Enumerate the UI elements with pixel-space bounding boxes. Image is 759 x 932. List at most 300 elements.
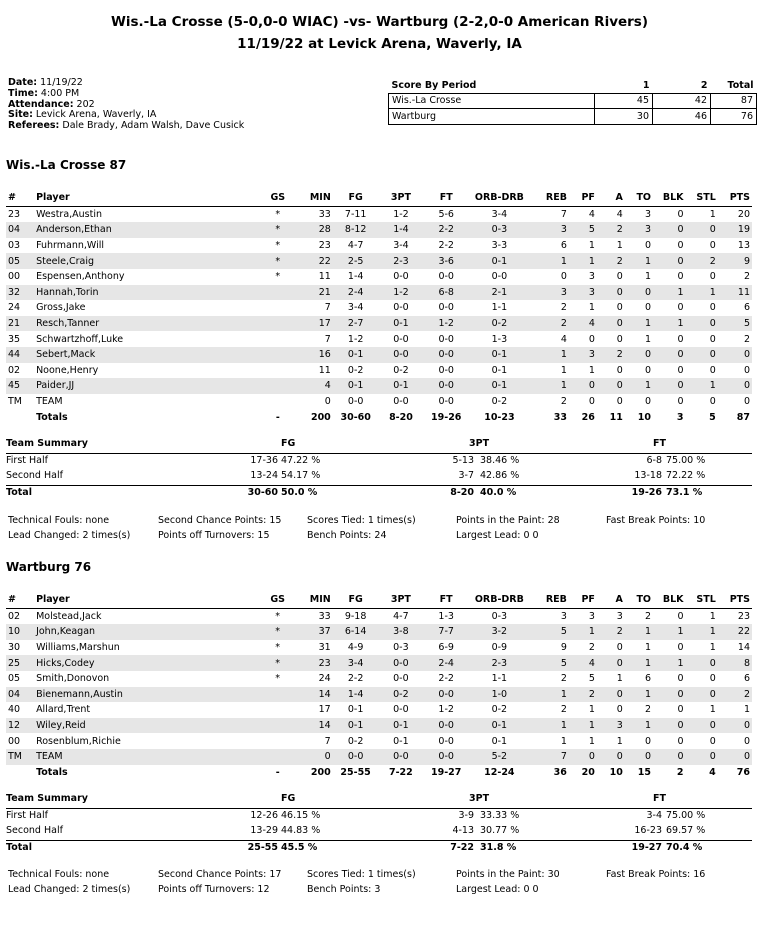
- summary-row-total: [6, 840, 752, 857]
- summary-fg-pct: 50.0 %: [281, 486, 318, 498]
- cell-number: TM: [8, 396, 22, 408]
- total-to: 15: [637, 766, 651, 778]
- misc-points-paint: Points in the Paint: 30: [456, 869, 560, 880]
- total-orb-drb: 12-24: [484, 766, 515, 778]
- box-header-row: [6, 592, 752, 608]
- cell-stl: 1: [709, 208, 716, 220]
- summary-label: Total: [6, 486, 32, 498]
- cell-to: 3: [625, 222, 653, 238]
- cell-ast: 0: [616, 333, 623, 345]
- cell-reb: 2: [530, 316, 569, 332]
- summary-header-row: [6, 792, 752, 809]
- cell-number: 40: [8, 704, 21, 716]
- cell-stl: 0: [686, 749, 718, 765]
- cell-min: 11: [318, 364, 331, 376]
- cell-min: 23: [318, 240, 331, 252]
- cell-pts: 5: [718, 316, 752, 332]
- total-blk: 2: [676, 766, 684, 778]
- cell-pf: 1: [588, 240, 595, 252]
- cell-pts: 8: [718, 655, 752, 671]
- cell-gs: [262, 718, 294, 734]
- total-stl: 4: [709, 766, 716, 778]
- summary-3pt-pct: 31.8 %: [480, 841, 517, 853]
- cell-min: 24: [318, 673, 331, 685]
- cell-fg: 4-9: [347, 642, 364, 654]
- cell-player: Anderson,Ethan: [34, 222, 262, 238]
- total-3pt: 8-20: [389, 411, 413, 423]
- cell-blk: 1: [653, 655, 686, 671]
- col-header-pf: PF: [569, 190, 597, 206]
- sbp-total: 76: [711, 109, 757, 125]
- cell-number: 30: [8, 642, 21, 654]
- cell-player: TEAM: [34, 749, 262, 765]
- cell-blk: 1: [653, 624, 686, 640]
- cell-pf: 3: [588, 271, 595, 283]
- cell-number: 05: [8, 673, 21, 685]
- cell-orb-drb: 0-1: [469, 718, 530, 734]
- summary-fg-pct: 44.83 %: [281, 825, 321, 836]
- cell-stl: 1: [709, 610, 716, 622]
- cell-ft: 1-2: [438, 704, 454, 716]
- cell-number: 32: [6, 285, 34, 301]
- player-row: [6, 206, 752, 222]
- misc-fast-break: Fast Break Points: 10: [606, 515, 706, 526]
- cell-stl: 1: [709, 642, 716, 654]
- summary-ft: 3-4: [646, 809, 662, 821]
- cell-player: John,Keagan: [34, 624, 262, 640]
- cell-to: 0: [625, 347, 653, 363]
- col-header-to: TO: [625, 190, 653, 206]
- cell-pts: 1: [743, 704, 750, 716]
- total-ast: 11: [609, 411, 623, 423]
- cell-blk: 0: [677, 240, 684, 252]
- referees-line: [8, 121, 244, 132]
- cell-pf: 1: [569, 624, 597, 640]
- cell-min: 21: [294, 285, 333, 301]
- sbp-row: [389, 93, 757, 109]
- cell-ft: 0-0: [438, 302, 454, 314]
- col-header-3pt: 3PT: [379, 592, 424, 608]
- cell-gs: [262, 316, 294, 332]
- cell-pts: 6: [743, 302, 750, 314]
- total-number: [6, 765, 34, 781]
- cell-3pt: 0-1: [379, 378, 424, 394]
- cell-blk: 0: [677, 271, 684, 283]
- cell-orb-drb: 3-3: [491, 240, 508, 252]
- cell-to: 0: [625, 749, 653, 765]
- cell-3pt: 0-1: [379, 718, 424, 734]
- cell-orb-drb: 0-1: [469, 378, 530, 394]
- cell-ast: 1: [616, 673, 623, 685]
- sbp-team: Wis.-La Crosse: [389, 93, 595, 109]
- cell-reb: 4: [560, 333, 567, 345]
- player-row: [6, 608, 752, 624]
- cell-gs: *: [275, 271, 281, 283]
- cell-min: 4: [294, 378, 333, 394]
- cell-ast: 0: [616, 364, 623, 376]
- cell-to: 1: [625, 624, 653, 640]
- cell-orb-drb: 1-1: [491, 302, 508, 314]
- col-header-pts: PTS: [718, 592, 752, 608]
- cell-pts: 11: [718, 285, 752, 301]
- cell-player: Schwartzhoff,Luke: [36, 333, 124, 345]
- cell-orb-drb: 0-2: [491, 704, 508, 716]
- cell-pts: 9: [718, 253, 752, 269]
- cell-gs: *: [275, 240, 281, 252]
- misc-largest-lead: Largest Lead: 0 0: [456, 530, 539, 541]
- cell-pts: 0: [718, 718, 752, 734]
- player-row: [6, 640, 752, 656]
- team-title: Wis.-La Crosse 87: [6, 158, 127, 172]
- summary-3pt: 4-13: [452, 825, 474, 836]
- summary-ft: 16-23: [634, 825, 662, 836]
- cell-pf: 5: [588, 673, 595, 685]
- player-row: [6, 394, 752, 410]
- cell-ft: 0-0: [423, 718, 469, 734]
- total-min: 200: [310, 766, 331, 778]
- col-header-pts: PTS: [718, 190, 752, 206]
- summary-3pt-pct: 38.46 %: [480, 454, 520, 466]
- cell-pts: 19: [718, 222, 752, 238]
- total-pf: 20: [581, 766, 595, 778]
- cell-stl: 0: [709, 396, 716, 408]
- cell-to: 0: [644, 396, 651, 408]
- cell-player: Noone,Henry: [36, 364, 99, 376]
- cell-stl: 1: [685, 285, 717, 301]
- cell-number: 00: [8, 735, 21, 747]
- cell-player: Hannah,Torin: [34, 285, 262, 301]
- cell-player: Hicks,Codey: [34, 655, 262, 671]
- cell-ast: 2: [597, 624, 625, 640]
- cell-pf: 2: [588, 642, 595, 654]
- cell-orb-drb: 3-2: [469, 624, 530, 640]
- site-label: Site:: [8, 109, 33, 121]
- summary-header-ft: FT: [653, 438, 666, 449]
- cell-fg: 2-5: [333, 253, 379, 269]
- cell-pts: 2: [718, 687, 752, 703]
- cell-ft: 0-0: [423, 749, 469, 765]
- cell-pts: 2: [743, 271, 750, 283]
- cell-pts: 0: [743, 396, 750, 408]
- cell-min: 14: [293, 687, 332, 703]
- summary-ft: 6-8: [646, 454, 662, 466]
- cell-ft: 2-4: [423, 655, 469, 671]
- player-row: [6, 238, 752, 254]
- cell-gs: *: [262, 253, 294, 269]
- game-matchup-title: Wis.-La Crosse (5-0,0-0 WIAC) -vs- Wartburg (2-2,0-0 American Rivers): [110, 14, 649, 30]
- cell-ft: 0-0: [438, 735, 454, 747]
- cell-reb: 1: [530, 687, 569, 703]
- total-player: Totals: [36, 411, 68, 423]
- cell-number: 25: [6, 655, 34, 671]
- player-row: [6, 655, 752, 671]
- cell-min: 31: [318, 642, 331, 654]
- cell-stl: 0: [686, 655, 718, 671]
- cell-3pt: 1-2: [393, 208, 409, 220]
- cell-pf: 1: [588, 704, 595, 716]
- player-row: [6, 687, 752, 703]
- cell-min: 22: [294, 253, 333, 269]
- total-blk: 3: [676, 411, 684, 423]
- cell-3pt: 0-0: [379, 347, 424, 363]
- cell-pf: 3: [569, 347, 597, 363]
- cell-ast: 0: [616, 642, 623, 654]
- cell-ast: 0: [616, 271, 623, 283]
- cell-to: 0: [644, 302, 651, 314]
- cell-number: 24: [8, 302, 21, 314]
- cell-player: Bienemann,Austin: [34, 687, 262, 703]
- team-title: Wartburg 76: [6, 560, 92, 574]
- misc-points-paint: Points in the Paint: 28: [456, 515, 560, 526]
- summary-ft-pct: 69.57 %: [666, 825, 706, 836]
- cell-3pt: 3-8: [379, 624, 424, 640]
- cell-ast: 1: [616, 735, 623, 747]
- summary-3pt: 3-7: [458, 470, 474, 481]
- cell-number: 12: [6, 718, 34, 734]
- cell-reb: 2: [560, 396, 567, 408]
- cell-number: 03: [8, 240, 21, 252]
- referees-value: Dale Brady, Adam Walsh, Dave Cusick: [62, 120, 245, 132]
- cell-fg: 3-4: [347, 302, 364, 314]
- summary-ft: 19-26: [631, 486, 662, 498]
- cell-pf: 1: [588, 364, 595, 376]
- total-ast: 10: [609, 766, 623, 778]
- cell-pf: 4: [569, 655, 597, 671]
- cell-fg: 0-2: [347, 364, 364, 376]
- cell-gs: *: [262, 624, 294, 640]
- cell-fg: 4-7: [347, 240, 364, 252]
- summary-3pt: 8-20: [450, 486, 474, 498]
- cell-ast: 2: [597, 347, 625, 363]
- cell-ast: 0: [597, 655, 625, 671]
- cell-min: 33: [318, 208, 331, 220]
- totals-row: [6, 765, 752, 781]
- cell-fg: 2-2: [347, 673, 364, 685]
- cell-fg: 7-11: [344, 208, 367, 220]
- cell-pts: 13: [737, 240, 750, 252]
- cell-blk: 0: [677, 333, 684, 345]
- cell-pf: 3: [569, 285, 597, 301]
- cell-player: Sebert,Mack: [34, 347, 262, 363]
- cell-stl: 0: [686, 718, 718, 734]
- cell-blk: 0: [677, 302, 684, 314]
- cell-ft: 3-6: [423, 253, 469, 269]
- time-label: Time:: [8, 87, 38, 99]
- summary-3pt-pct: 33.33 %: [480, 809, 520, 821]
- summary-label: Second Half: [6, 825, 63, 836]
- cell-gs: [262, 702, 294, 718]
- cell-stl: 1: [686, 624, 718, 640]
- cell-ast: 3: [616, 610, 623, 622]
- cell-ft: 0-0: [438, 271, 454, 283]
- attendance-label: Attendance:: [8, 98, 74, 110]
- player-row: [6, 378, 752, 394]
- cell-min: 37: [293, 624, 332, 640]
- cell-pf: 0: [569, 749, 597, 765]
- summary-row-total: [6, 485, 752, 502]
- player-row: [6, 749, 752, 765]
- cell-to: 1: [625, 718, 653, 734]
- cell-fg: 0-1: [333, 718, 379, 734]
- cell-number: 23: [8, 208, 21, 220]
- col-header-min: MIN: [293, 592, 332, 608]
- cell-pf: 0: [569, 378, 597, 394]
- col-header-number: #: [6, 592, 34, 608]
- sbp-total: 87: [711, 93, 757, 109]
- cell-pts: 14: [737, 642, 750, 654]
- attendance-value: 202: [76, 98, 95, 110]
- cell-pts: 0: [743, 735, 750, 747]
- cell-player: Smith,Donovon: [36, 673, 110, 685]
- cell-reb: 3: [530, 285, 569, 301]
- col-header-stl: STL: [686, 592, 718, 608]
- cell-orb-drb: 2-1: [469, 285, 530, 301]
- summary-3pt-pct: 42.86 %: [480, 470, 520, 481]
- cell-number: 21: [6, 316, 34, 332]
- cell-reb: 6: [560, 240, 567, 252]
- cell-ast: 2: [597, 222, 625, 238]
- cell-fg: 0-1: [333, 378, 379, 394]
- box-header-row: [6, 190, 752, 206]
- col-header-min: MIN: [294, 190, 333, 206]
- cell-fg: 0-2: [347, 735, 364, 747]
- summary-ft: 13-18: [634, 470, 662, 481]
- cell-gs: [262, 749, 294, 765]
- cell-blk: 0: [653, 253, 685, 269]
- cell-reb: 0: [560, 271, 567, 283]
- total-fg: 25-55: [340, 766, 371, 778]
- total-gs: -: [275, 766, 280, 778]
- cell-reb: 1: [560, 364, 567, 376]
- summary-label: Second Half: [6, 470, 63, 481]
- total-pf: 26: [581, 411, 595, 423]
- col-header-blk: BLK: [653, 190, 685, 206]
- cell-blk: 0: [677, 208, 684, 220]
- summary-fg-pct: 54.17 %: [281, 470, 321, 481]
- cell-orb-drb: 2-3: [469, 655, 530, 671]
- cell-stl: 0: [709, 240, 716, 252]
- cell-orb-drb: 0-3: [469, 222, 530, 238]
- cell-3pt: 0-0: [393, 704, 409, 716]
- cell-number: TM: [6, 749, 34, 765]
- total-stl: 5: [709, 411, 716, 423]
- cell-3pt: 0-1: [393, 735, 409, 747]
- cell-number: 00: [8, 271, 21, 283]
- cell-orb-drb: 5-2: [469, 749, 530, 765]
- cell-fg: 1-4: [333, 687, 379, 703]
- cell-ft: 0-0: [423, 347, 469, 363]
- col-header-3pt: 3PT: [379, 190, 424, 206]
- cell-ft: 0-0: [438, 364, 454, 376]
- cell-min: 0: [293, 749, 332, 765]
- misc-largest-lead: Largest Lead: 0 0: [456, 884, 539, 895]
- summary-fg: 13-29: [250, 825, 278, 836]
- cell-player: Resch,Tanner: [34, 316, 262, 332]
- player-row: [6, 300, 752, 316]
- cell-to: 1: [625, 687, 653, 703]
- cell-ast: 0: [616, 396, 623, 408]
- player-row: [6, 733, 752, 749]
- summary-header-row: [6, 437, 752, 454]
- total-reb: 36: [553, 766, 567, 778]
- cell-ft: 0-0: [423, 378, 469, 394]
- player-row: [6, 702, 752, 718]
- cell-player: TEAM: [36, 396, 63, 408]
- cell-pts: 2: [743, 333, 750, 345]
- misc-second-chance: Second Chance Points: 15: [158, 515, 282, 526]
- col-header-orb-drb: ORB-DRB: [469, 592, 530, 608]
- cell-min: 7: [324, 735, 331, 747]
- cell-blk: 0: [677, 396, 684, 408]
- cell-min: 7: [324, 302, 331, 314]
- cell-gs: [262, 347, 294, 363]
- sbp-header-p2: 2: [653, 78, 711, 93]
- total-to: 10: [637, 411, 651, 423]
- summary-ft-pct: 73.1 %: [666, 486, 703, 498]
- cell-pf: 1: [569, 718, 597, 734]
- cell-ft: 5-6: [438, 208, 454, 220]
- cell-blk: 1: [653, 285, 685, 301]
- score-by-period-table: [388, 78, 757, 125]
- cell-fg: 6-14: [333, 624, 379, 640]
- col-header-pf: PF: [569, 592, 597, 608]
- cell-pf: 4: [588, 208, 595, 220]
- cell-reb: 2: [560, 673, 567, 685]
- sbp-header-p1: 1: [595, 78, 653, 93]
- player-row: [6, 253, 752, 269]
- col-header-ft: FT: [423, 190, 469, 206]
- cell-gs: [262, 363, 294, 379]
- cell-number: 05: [6, 253, 34, 269]
- misc-points-off-to: Points off Turnovers: 15: [158, 530, 270, 541]
- cell-to: 1: [644, 271, 651, 283]
- cell-ft: 1-3: [438, 610, 454, 622]
- cell-stl: 0: [686, 687, 718, 703]
- misc-technical-fouls: Technical Fouls: none: [8, 515, 110, 526]
- player-row: [6, 363, 752, 379]
- cell-pf: 0: [588, 333, 595, 345]
- cell-gs: *: [275, 673, 281, 685]
- col-header-orb-drb: ORB-DRB: [469, 190, 530, 206]
- cell-blk: 0: [677, 673, 684, 685]
- cell-fg: 0-1: [333, 347, 379, 363]
- cell-to: 0: [625, 285, 653, 301]
- col-header-reb: REB: [530, 190, 569, 206]
- cell-ast: 1: [616, 240, 623, 252]
- cell-reb: 1: [530, 378, 569, 394]
- cell-orb-drb: 1-1: [491, 673, 508, 685]
- cell-player: Molstead,Jack: [36, 610, 102, 622]
- cell-3pt: 4-7: [393, 610, 409, 622]
- summary-header-fg: FG: [281, 793, 296, 804]
- cell-player: Steele,Craig: [34, 253, 262, 269]
- cell-reb: 2: [560, 302, 567, 314]
- total-player: Totals: [36, 766, 68, 778]
- cell-number: 02: [8, 364, 21, 376]
- summary-fg: 17-36: [250, 454, 278, 466]
- cell-player: Allard,Trent: [36, 704, 91, 716]
- cell-orb-drb: 1-3: [491, 333, 508, 345]
- cell-gs: [262, 331, 294, 347]
- cell-to: 2: [644, 610, 651, 622]
- col-header-fg: FG: [333, 190, 379, 206]
- cell-gs: *: [275, 610, 281, 622]
- cell-to: 1: [644, 642, 651, 654]
- summary-3pt: 3-9: [458, 809, 474, 821]
- cell-3pt: 0-0: [393, 271, 409, 283]
- cell-gs: [262, 733, 294, 749]
- cell-orb-drb: 0-3: [491, 610, 508, 622]
